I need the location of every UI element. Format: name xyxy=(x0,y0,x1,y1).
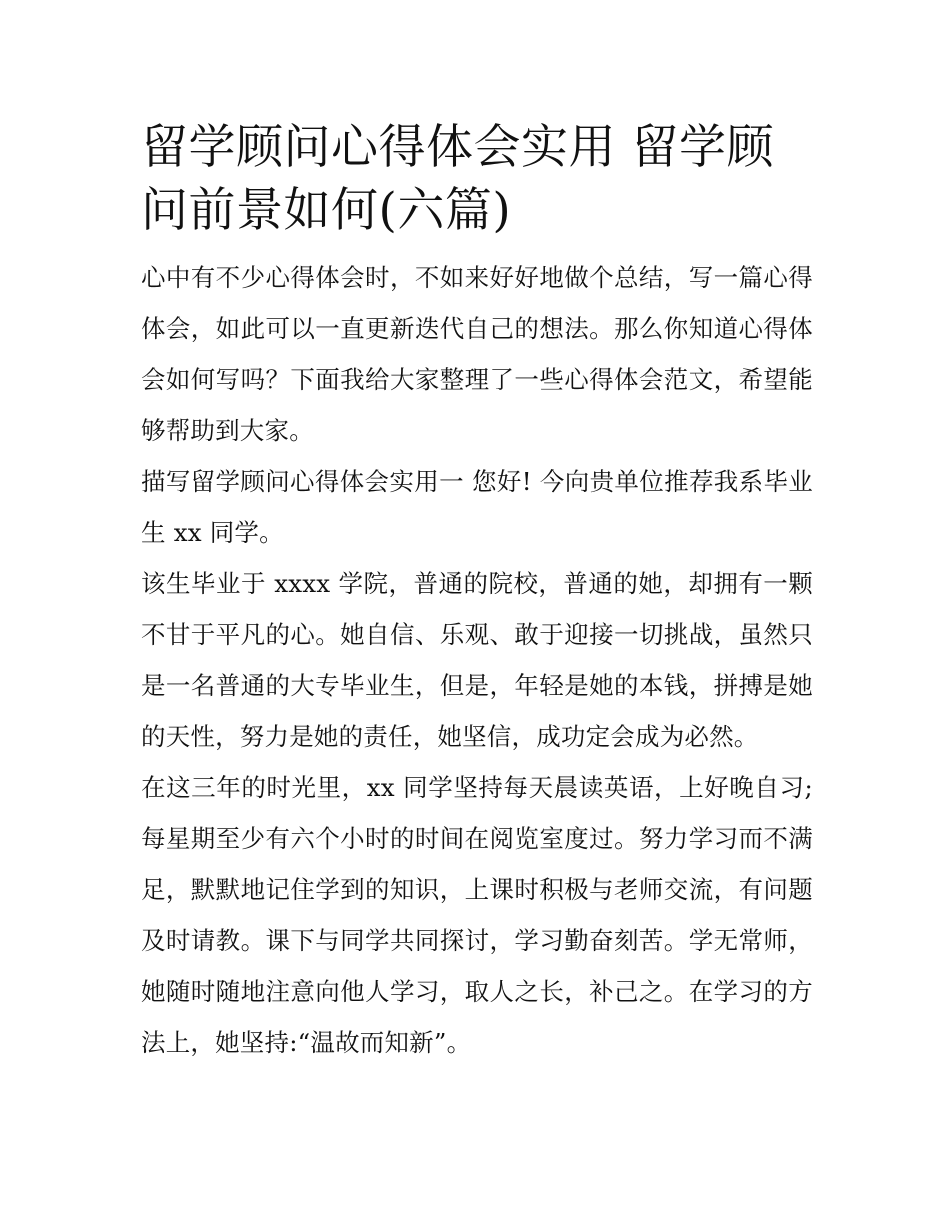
document-page xyxy=(141,116,813,1068)
document-title: 留学顾问心得体会实用 留学顾问前景如何(六篇) xyxy=(141,120,774,238)
study-habits-paragraph: 在这三年的时光里，xx 同学坚持每天晨读英语，上好晚自习;每星期至少有六个小时的时间在阅览室度过。努力学习而不满足，默默地记住学到的知识，上课时积极与老师交流，有问题及时请教。课下与同学共同探讨，学习勤奋刻苦。学无常师，她随时随地注意向他人学习，取人之长，补己之。在学习的方法上，她坚持:“温故而知新”。 xyxy=(141,773,813,1057)
student-profile-paragraph: 该生毕业于 xxxx 学院，普通的院校，普通的她，却拥有一颗不甘于平凡的心。她自信、乐观、敢于迎接一切挑战，虽然只是一名普通的大专毕业生，但是，年轻是她的本钱，拼搏是她的天性，努力是她的责任，她坚信，成功定会成为必然。 xyxy=(141,569,813,751)
recommendation-paragraph: 描写留学顾问心得体会实用一 您好! 今向贵单位推荐我系毕业生 xx 同学。 xyxy=(141,467,813,547)
intro-paragraph: 心中有不少心得体会时，不如来好好地做个总结，写一篇心得体会，如此可以一直更新迭代自己的想法。那么你知道心得体会如何写吗？下面我给大家整理了一些心得体会范文，希望能够帮助到大家。 xyxy=(141,263,813,445)
